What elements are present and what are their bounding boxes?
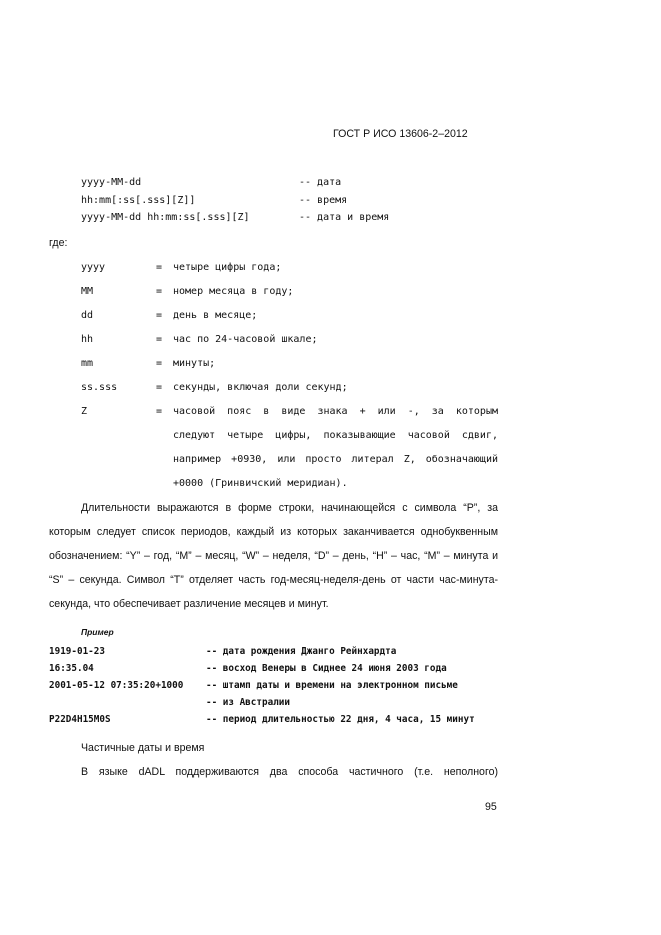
definition-desc: четыре цифры года; (173, 262, 282, 273)
definition-term: hh (81, 334, 94, 345)
example-comment: -- восход Венеры в Сиднее 24 июня 2003 года (206, 663, 447, 674)
definition-desc-continuation: следуют четыре цифры, показывающие часовой сдвиг, (173, 430, 498, 441)
definition-term: yyyy (81, 262, 106, 273)
example-comment: -- дата рождения Джанго Рейнхардта (206, 646, 397, 657)
example-value: 2001-05-12 07:35:20+1000 (49, 680, 184, 691)
definition-equals: = (156, 286, 163, 297)
example-value: 1919-01-23 (49, 646, 105, 657)
definition-term: mm (81, 358, 94, 369)
definition-equals: = (156, 358, 163, 369)
paragraph-line: секунда, что обеспечивает различение месяцев и минут. (49, 598, 329, 610)
paragraph-line: В языке dADL поддерживаются два способа частичного (т.е. неполного) (81, 766, 498, 778)
paragraph-line: которым следует список периодов, каждый из которых заканчивается однобуквенным (49, 526, 498, 538)
example-value: 16:35.04 (49, 663, 94, 674)
definition-desc-continuation: например +0930, или просто литерал Z, обозначающий (173, 454, 498, 465)
definition-equals: = (156, 334, 163, 345)
paragraph-line: “S” – секунда. Символ “T” отделяет часть год-месяц-неделя-день от части час-минута- (49, 574, 498, 586)
definition-desc: день в месяце; (173, 310, 258, 321)
format-pattern: hh:mm[:ss[.sss][Z]] (81, 195, 196, 206)
definition-equals: = (156, 406, 163, 417)
definition-desc: час по 24-часовой шкале; (173, 334, 318, 345)
paragraph-line: Длительности выражаются в форме строки, начинающейся с символа “P”, за (81, 502, 498, 514)
definition-desc: секунды, включая доли секунд; (173, 382, 348, 393)
format-comment: -- время (299, 195, 348, 206)
where-label: где: (49, 237, 68, 249)
paragraph-line: обозначением: “Y” – год, “M” – месяц, “W” – неделя, “D” – день, “H” – час, “M” – минута и (49, 550, 498, 562)
definition-desc-continuation: +0000 (Гринвичский меридиан). (173, 478, 348, 489)
definition-term: dd (81, 310, 94, 321)
example-comment: -- из Австралии (206, 697, 290, 708)
definition-desc: часовой пояс в виде знака + или -, за которым (173, 406, 498, 417)
definition-term: ss.sss (81, 382, 118, 393)
definition-desc: номер месяца в году; (173, 286, 294, 297)
example-label: Пример (81, 627, 114, 637)
standard-header: ГОСТ Р ИСО 13606-2–2012 (333, 128, 468, 140)
section-title: Частичные даты и время (81, 742, 205, 754)
example-comment: -- период длительностью 22 дня, 4 часа, 15 минут (206, 714, 475, 725)
definition-desc: минуты; (173, 358, 216, 369)
definition-term: Z (81, 406, 88, 417)
format-pattern: yyyy-MM-dd hh:mm:ss[.sss][Z] (81, 212, 250, 223)
definition-equals: = (156, 382, 163, 393)
example-value: P22D4H15M0S (49, 714, 111, 725)
format-pattern: yyyy-MM-dd (81, 177, 142, 188)
format-comment: -- дата и время (299, 212, 390, 223)
example-comment: -- штамп даты и времени на электронном письме (206, 680, 458, 691)
format-comment: -- дата (299, 177, 342, 188)
definition-term: MM (81, 286, 94, 297)
page-number: 95 (485, 801, 497, 813)
definition-equals: = (156, 310, 163, 321)
definition-equals: = (156, 262, 163, 273)
